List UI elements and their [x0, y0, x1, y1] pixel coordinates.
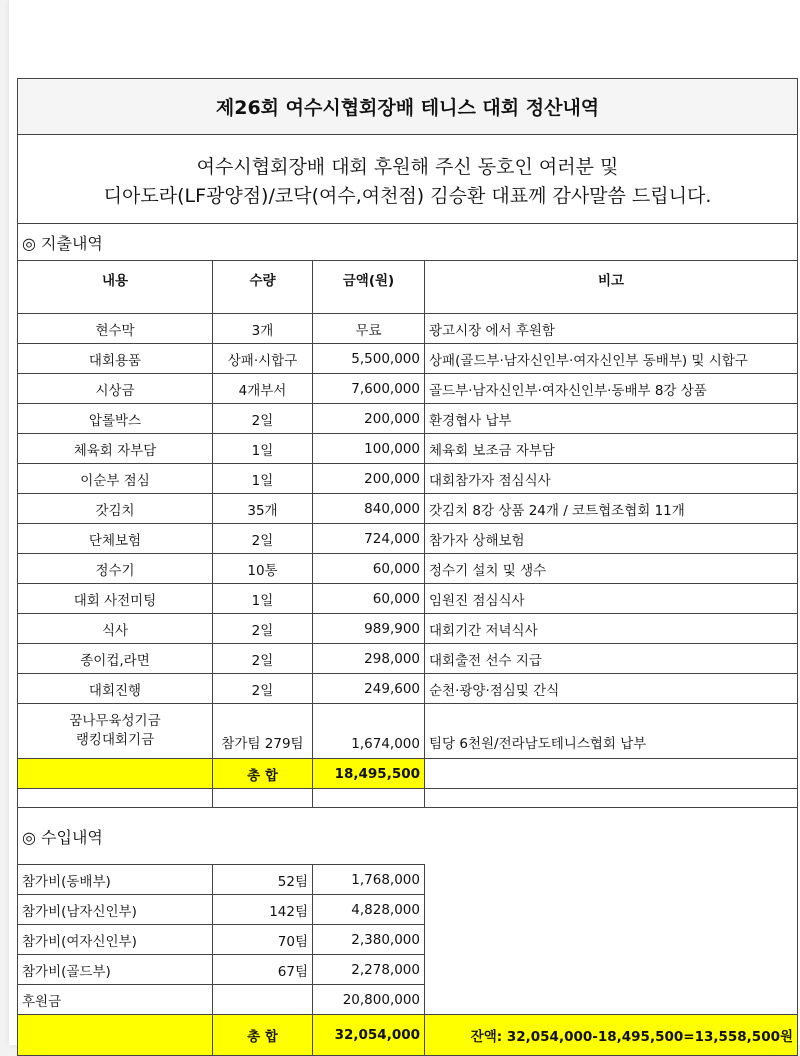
- expense-amount: 298,000: [313, 644, 425, 674]
- expense-quantity: 2일: [213, 674, 313, 704]
- expense-quantity: 2일: [213, 404, 313, 434]
- expense-item: 갓김치: [18, 494, 213, 524]
- expense-quantity: 3개: [213, 314, 313, 344]
- expense-item: 종이컵,라면: [18, 644, 213, 674]
- settlement-table: [17, 78, 798, 1056]
- expense-quantity: 1일: [213, 464, 313, 494]
- header-quantity: 수량: [213, 261, 313, 314]
- balance-text: 잔액: 32,054,000-18,495,500=13,558,500원: [425, 1015, 798, 1056]
- expense-row: [18, 344, 798, 374]
- expense-total-label: 총 합: [213, 759, 313, 789]
- thanks-line-2: 디아도라(LF광양점)/코닥(여수,여천점) 김승환 대표께 감사말씀 드립니다.: [103, 185, 712, 207]
- income-row: [18, 865, 798, 895]
- expense-item-fund: [18, 704, 213, 759]
- expense-amount: 724,000: [313, 524, 425, 554]
- expense-amount: 840,000: [313, 494, 425, 524]
- expense-row: [18, 674, 798, 704]
- expense-note: 대회출전 선수 지급: [425, 644, 798, 674]
- blank-cell: [425, 789, 798, 808]
- document-page: [9, 0, 800, 1045]
- income-row: [18, 895, 798, 925]
- blank-row: [18, 789, 798, 808]
- expense-note: 팀당 6천원/전라남도테니스협회 납부: [425, 704, 798, 759]
- settlement-sheet: [17, 78, 797, 1056]
- income-item: 참가비(남자신인부): [18, 895, 213, 925]
- expense-note: 정수기 설치 및 생수: [425, 554, 798, 584]
- income-item: 참가비(골드부): [18, 955, 213, 985]
- income-amount: 2,380,000: [313, 925, 425, 955]
- fund-line-1: 꿈나무육성기금: [69, 713, 161, 729]
- income-row: [18, 985, 798, 1015]
- income-total-label: 총 합: [213, 1015, 313, 1056]
- expense-total-row: [18, 759, 798, 789]
- income-quantity: [213, 985, 313, 1015]
- income-total-row: [18, 1015, 798, 1056]
- expense-quantity: 2일: [213, 614, 313, 644]
- expense-amount: 200,000: [313, 404, 425, 434]
- income-quantity: 142팀: [213, 895, 313, 925]
- expense-row: [18, 644, 798, 674]
- expense-item: 대회용품: [18, 344, 213, 374]
- income-note-cell: [425, 925, 798, 955]
- total-blank-cell: [18, 1015, 213, 1056]
- expense-note: 상패(골드부·남자신인부·여자신인부 동배부) 및 시합구: [425, 344, 798, 374]
- expense-row: [18, 584, 798, 614]
- header-note: 비고: [425, 261, 798, 314]
- income-amount: 2,278,000: [313, 955, 425, 985]
- expense-note: 갓김치 8강 상품 24개 / 코트협조협회 11개: [425, 494, 798, 524]
- thanks-line-1: 여수시협회장배 대회 후원해 주신 동호인 여러분 및: [196, 156, 619, 178]
- expense-amount: 5,500,000: [313, 344, 425, 374]
- expense-note: 순천·광양·점심및 간식: [425, 674, 798, 704]
- expense-quantity: 35개: [213, 494, 313, 524]
- expense-amount: 100,000: [313, 434, 425, 464]
- expense-item: 체육회 자부담: [18, 434, 213, 464]
- expense-note: 참가자 상해보험: [425, 524, 798, 554]
- income-note-cell: [425, 955, 798, 985]
- expense-item: 이순부 점심: [18, 464, 213, 494]
- income-amount: 20,800,000: [313, 985, 425, 1015]
- page-title: 제26회 여수시협회장배 테니스 대회 정산내역: [18, 79, 798, 135]
- expense-item: 시상금: [18, 374, 213, 404]
- expense-item: 정수기: [18, 554, 213, 584]
- income-total-amount: 32,054,000: [313, 1015, 425, 1056]
- expense-item: 압롤박스: [18, 404, 213, 434]
- expense-amount: 60,000: [313, 554, 425, 584]
- expense-note: 체육회 보조금 자부담: [425, 434, 798, 464]
- total-note-cell: [425, 759, 798, 789]
- expense-note: 임원진 점심식사: [425, 584, 798, 614]
- expense-note: 대회참가자 점심식사: [425, 464, 798, 494]
- expense-amount: 무료: [313, 314, 425, 344]
- expense-quantity: 2일: [213, 524, 313, 554]
- expense-row: [18, 374, 798, 404]
- expense-note: 골드부·남자신인부·여자신인부·동배부 8강 상품: [425, 374, 798, 404]
- income-amount: 1,768,000: [313, 865, 425, 895]
- expense-quantity: 1일: [213, 584, 313, 614]
- expense-quantity: 1일: [213, 434, 313, 464]
- expense-quantity: 4개부서: [213, 374, 313, 404]
- expense-row: [18, 314, 798, 344]
- expense-row: [18, 614, 798, 644]
- expense-row: [18, 524, 798, 554]
- expense-quantity: 10통: [213, 554, 313, 584]
- income-row: [18, 955, 798, 985]
- income-item: 참가비(동배부): [18, 865, 213, 895]
- expense-item: 대회진행: [18, 674, 213, 704]
- expense-quantity: 상패·시합구: [213, 344, 313, 374]
- expense-item: 현수막: [18, 314, 213, 344]
- expense-amount: 200,000: [313, 464, 425, 494]
- expense-item: 식사: [18, 614, 213, 644]
- expense-quantity: 2일: [213, 644, 313, 674]
- expense-item: 단체보험: [18, 524, 213, 554]
- expense-total-amount: 18,495,500: [313, 759, 425, 789]
- blank-cell: [313, 789, 425, 808]
- income-note-cell: [425, 895, 798, 925]
- income-amount: 4,828,000: [313, 895, 425, 925]
- expense-item: 대회 사전미팅: [18, 584, 213, 614]
- expense-row: [18, 494, 798, 524]
- expense-section-label: ◎ 지출내역: [18, 224, 798, 261]
- header-content: 내용: [18, 261, 213, 314]
- income-quantity: 52팀: [213, 865, 313, 895]
- expense-row: [18, 434, 798, 464]
- income-quantity: 67팀: [213, 955, 313, 985]
- expense-note: 대회기간 저녁식사: [425, 614, 798, 644]
- expense-row: [18, 464, 798, 494]
- income-item: 참가비(여자신인부): [18, 925, 213, 955]
- blank-cell: [213, 789, 313, 808]
- expense-row: [18, 404, 798, 434]
- thanks-message: [18, 135, 798, 224]
- expense-note: 광고시장 에서 후원함: [425, 314, 798, 344]
- income-section-row: [18, 808, 798, 865]
- income-note-cell: [425, 865, 798, 895]
- header-amount: 금액(원): [313, 261, 425, 314]
- expense-amount: 60,000: [313, 584, 425, 614]
- income-note-cell: [425, 985, 798, 1015]
- expense-amount: 1,674,000: [313, 704, 425, 759]
- income-row: [18, 925, 798, 955]
- expense-amount: 7,600,000: [313, 374, 425, 404]
- expense-amount: 249,600: [313, 674, 425, 704]
- blank-cell: [18, 789, 213, 808]
- income-section-label: ◎ 수입내역: [18, 808, 798, 865]
- expense-note: 환경협사 납부: [425, 404, 798, 434]
- fund-line-2: 랭킹대회기금: [75, 732, 155, 748]
- total-blank-cell: [18, 759, 213, 789]
- expense-quantity: 참가팀 279팀: [213, 704, 313, 759]
- expense-amount: 989,900: [313, 614, 425, 644]
- expense-header-row: [18, 261, 798, 314]
- income-item: 후원금: [18, 985, 213, 1015]
- expense-row: [18, 554, 798, 584]
- expense-row-fund: [18, 704, 798, 759]
- income-quantity: 70팀: [213, 925, 313, 955]
